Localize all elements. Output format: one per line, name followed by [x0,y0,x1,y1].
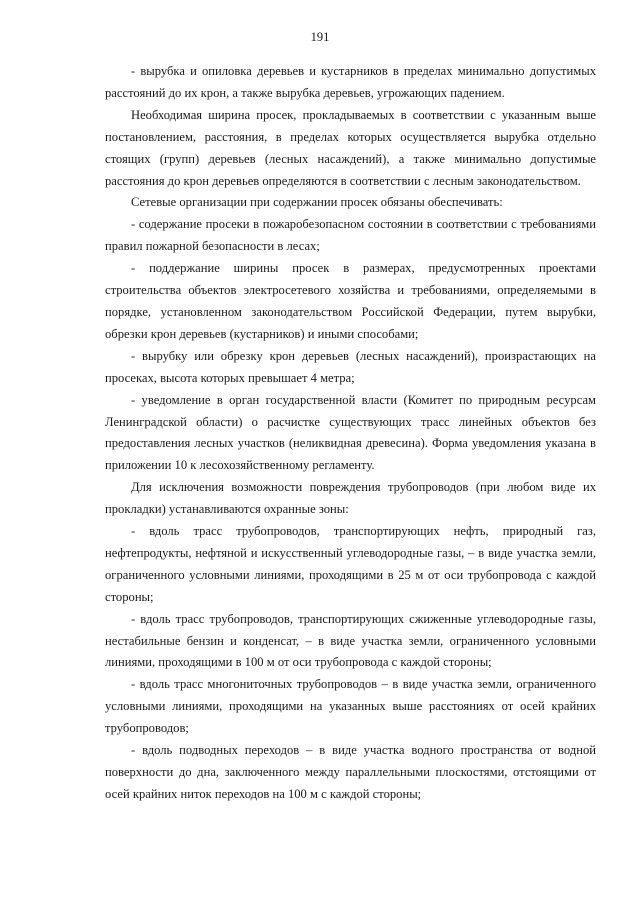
list-item-notification: - уведомление в орган государственной власти (Комитет по природным ресурсам Ленинградской области) о расчистке существующих трасс линейных объектов без предоставления лесных участков (неликвидная древесина). Форма уведомления указана в приложении 10 к лесохозяйственному регламенту. [105,392,596,473]
list-item-oil-gas-pipelines: - вдоль трасс трубопроводов, транспортирующих нефть, природный газ, нефтепродукты, нефтяной и искусственный углеводородные газы, – в виде участка земли, ограниченного условными линиями, проходящими в 25 м от оси трубопровода с каждой стороны; [105,524,596,604]
list-item-fire-safety: - содержание просеки в пожаробезопасном состоянии в соответствии с требованиями правил пожарной безопасности в лесах; [105,217,596,254]
paragraph-clearing-width: Необходимая ширина просек, прокладываемых в соответствии с указанным выше постановлением, расстояния, в пределах которых осуществляется вырубка отдельно стоящих (групп) деревьев (лесных насаждений), а также минимально допустимые расстояния до крон деревьев определяются в соответствии с лесным законодательством. [105,107,596,188]
list-item-liquefied-gas-pipelines: - вдоль трасс трубопроводов, транспортирующих сжиженные углеводородные газы, нестабильные бензин и конденсат, – в виде участка земли, ограниченного условными линиями, проходящими в 100 м от оси трубопровода с каждой стороны; [105,611,596,670]
list-item-clearing-width-maintenance: - поддержание ширины просек в размерах, предусмотренных проектами строительства объектов электросетевого хозяйства и требованиями, определяемыми в порядке, установленном законодательством Российской Федерации, путем вырубки, обрезки крон деревьев (кустарников) и иными способами; [105,261,596,341]
list-item-multi-line-pipelines: - вдоль трасс многониточных трубопроводов – в виде участка земли, ограниченного условными линиями, проходящими на указанных выше расстояниях от осей крайних трубопроводов; [105,677,596,736]
document-body [105,61,596,806]
list-item-underwater-crossings: - вдоль подводных переходов – в виде участка водного пространства от водной поверхности до дна, заключенного между параллельными плоскостями, отстоящими от осей крайних ниток переходов на 100 м с каждой стороны; [105,743,596,801]
list-item-tree-cutting: - вырубку или обрезку крон деревьев (лесных насаждений), произрастающих на просеках, высота которых превышает 4 метра; [105,348,596,385]
paragraph-network-obligations: Сетевые организации при содержании просек обязаны обеспечивать: [131,195,503,210]
page-number: 191 [310,30,330,44]
paragraph-tree-felling: - вырубка и опиловка деревьев и кустарников в пределах минимально допустимых расстояний до их крон, а также вырубка деревьев, угрожающих падением. [105,64,596,100]
paragraph-pipeline-protection: Для исключения возможности повреждения трубопроводов (при любом виде их прокладки) устанавливаются охранные зоны: [105,480,596,517]
